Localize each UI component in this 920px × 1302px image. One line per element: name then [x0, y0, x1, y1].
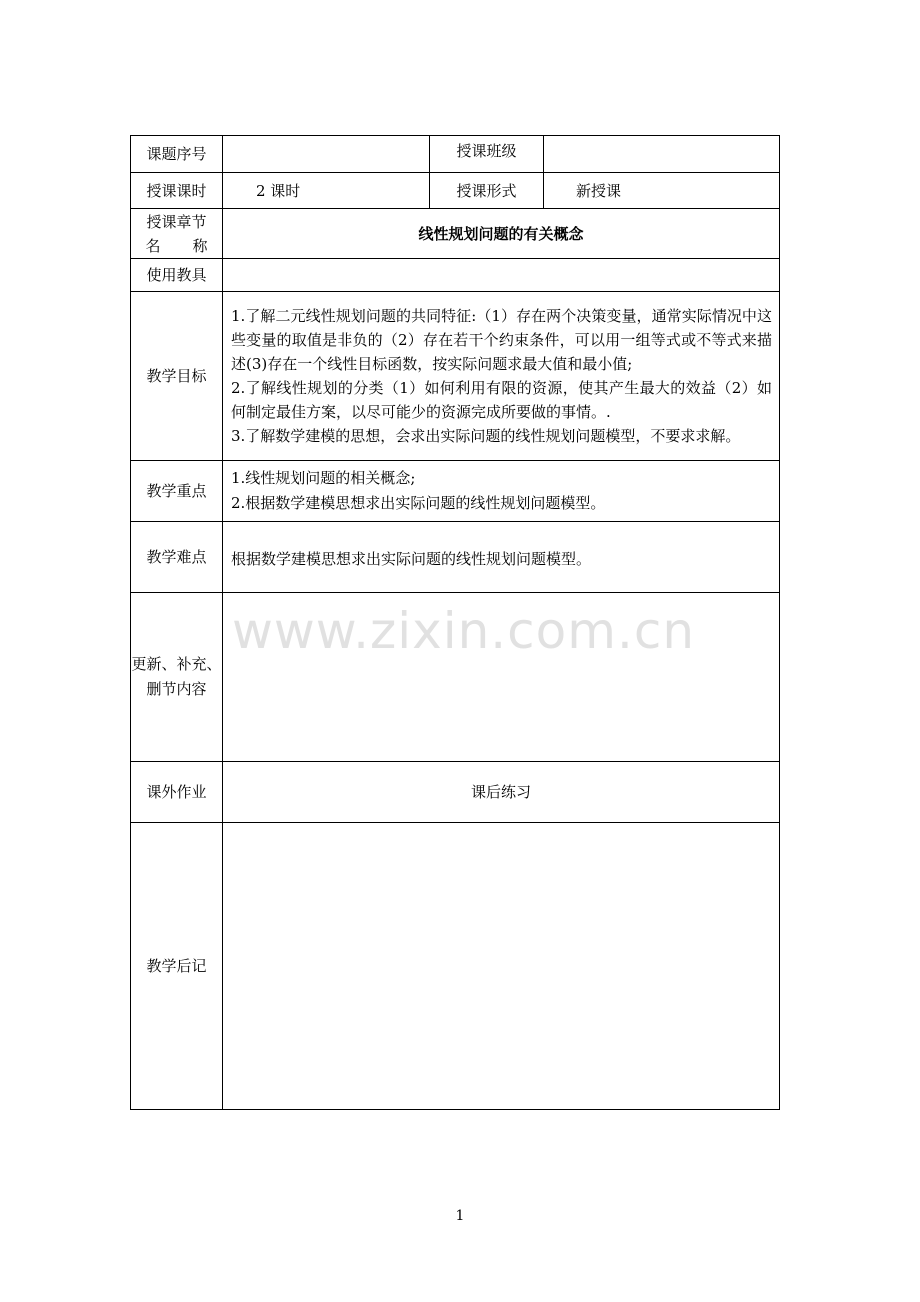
chapter-label: [131, 209, 223, 259]
chapter-label-line1: 授课章节: [146, 212, 207, 231]
chapter-label-char-a: 名: [145, 236, 161, 255]
row-goals: [131, 292, 780, 461]
reflection-label: 教学后记: [131, 823, 223, 1110]
homework-value: 课后练习: [223, 762, 780, 823]
key-point-item: 1.线性规划问题的相关概念;: [231, 469, 416, 487]
difficulty-value: 根据数学建模思想求出实际问题的线性规划问题模型。: [223, 522, 780, 593]
hours-label: 授课课时: [131, 173, 223, 209]
tools-label: 使用教具: [131, 259, 223, 292]
form-label: 授课形式: [430, 173, 544, 209]
row-updates: [131, 593, 780, 762]
updates-label-line1: 更新、补充、: [131, 655, 222, 673]
chapter-label-char-b: 称: [192, 236, 208, 255]
goals-content: [223, 292, 780, 461]
row-lesson-number: [131, 136, 780, 173]
row-hours: [131, 173, 780, 209]
homework-label: 课外作业: [131, 762, 223, 823]
row-difficulty: [131, 522, 780, 593]
updates-label-line2: 删节内容: [146, 680, 207, 698]
reflection-value: [223, 823, 780, 1110]
form-value: 新授课: [544, 173, 780, 209]
hours-value: 2 课时: [223, 173, 430, 209]
row-homework: [131, 762, 780, 823]
chapter-label-line2: [146, 234, 208, 258]
goal-item: 3.了解数学建模的思想，会求出实际问题的线性规划问题模型，不要求求解。: [231, 427, 741, 445]
watermark: www.zixin.com.cn: [232, 602, 696, 660]
page-number: 1: [455, 1208, 465, 1224]
row-key-points: [131, 461, 780, 522]
chapter-title: 线性规划问题的有关概念: [223, 209, 780, 259]
key-point-item: 2.根据数学建模思想求出实际问题的线性规划问题模型。: [231, 494, 606, 512]
row-chapter: [131, 209, 780, 259]
tools-value: [223, 259, 780, 292]
key-points-content: [223, 461, 780, 522]
difficulty-label: 教学难点: [131, 522, 223, 593]
row-tools: [131, 259, 780, 292]
row-reflection: [131, 823, 780, 1110]
class-value: [544, 136, 780, 173]
lesson-number-label: 课题序号: [131, 136, 223, 173]
key-points-label: 教学重点: [131, 461, 223, 522]
updates-value: [223, 593, 780, 762]
lesson-plan-table: [130, 135, 780, 1110]
goal-item: 2.了解线性规划的分类（1）如何利用有限的资源，使其产生最大的效益（2）如何制定最佳方案，以尽可能少的资源完成所要做的事情。.: [231, 379, 772, 421]
class-label: 授课班级: [430, 136, 544, 173]
goal-item: 1.了解二元线性规划问题的共同特征:（1）存在两个决策变量，通常实际情况中这些变量的取值是非负的（2）存在若干个约束条件，可以用一组等式或不等式来描述(3)存在一个线性目标函数，按实际问题求最大值和最小值;: [231, 307, 772, 373]
lesson-number-value: [223, 136, 430, 173]
goals-label: 教学目标: [131, 292, 223, 461]
updates-label: [131, 593, 223, 762]
